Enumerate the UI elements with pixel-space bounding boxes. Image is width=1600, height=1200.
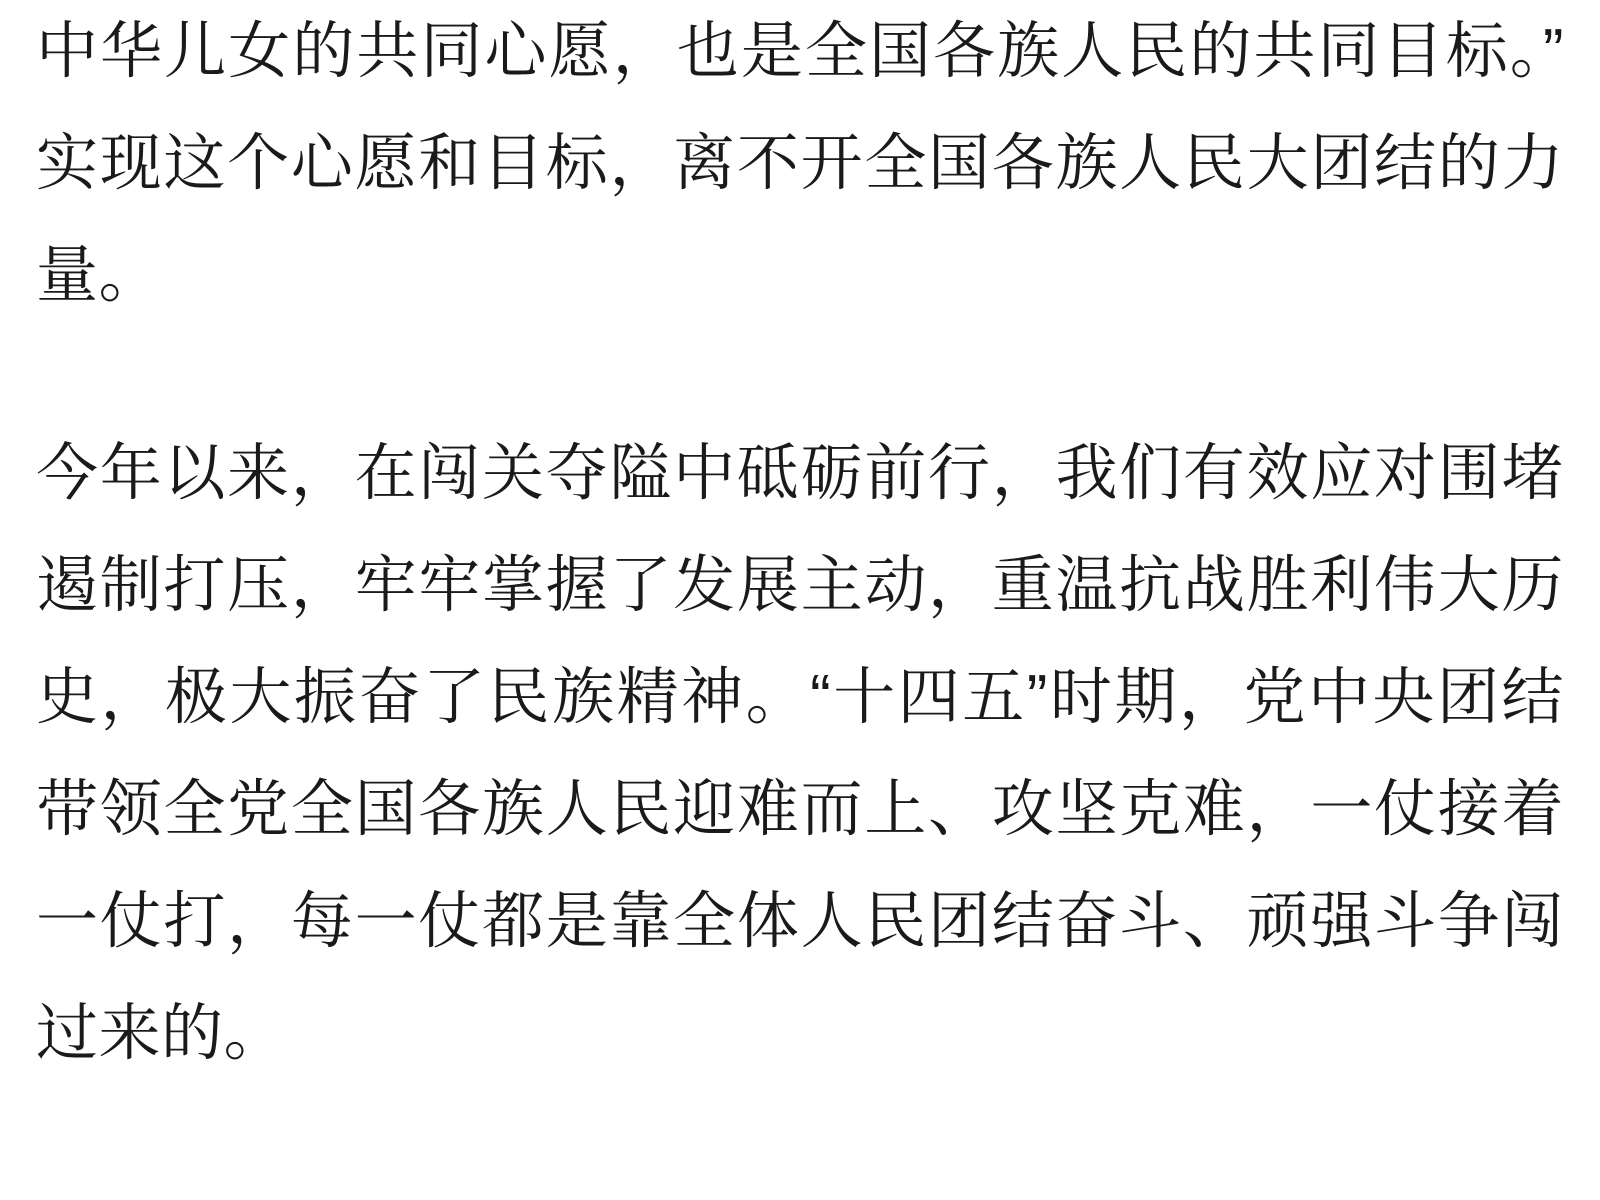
paragraph-continuation: 中华儿女的共同心愿，也是全国各族人民的共同目标。”实现这个心愿和目标，离不开全国各族人民大团结的力量。 [36, 17, 1564, 310]
paragraph-spacer [36, 332, 1564, 418]
article-body [36, 0, 1564, 1090]
paragraph-this-year: 今年以来，在闯关夺隘中砥砺前行，我们有效应对围堵遏制打压，牢牢掌握了发展主动，重温抗战胜利伟大历史，极大振奋了民族精神。“十四五”时期，党中央团结带领全党全国各族人民迎难而上、攻坚克难，一仗接着一仗打，每一仗都是靠全体人民团结奋斗、顽强斗争闯过来的。 [36, 439, 1564, 1068]
